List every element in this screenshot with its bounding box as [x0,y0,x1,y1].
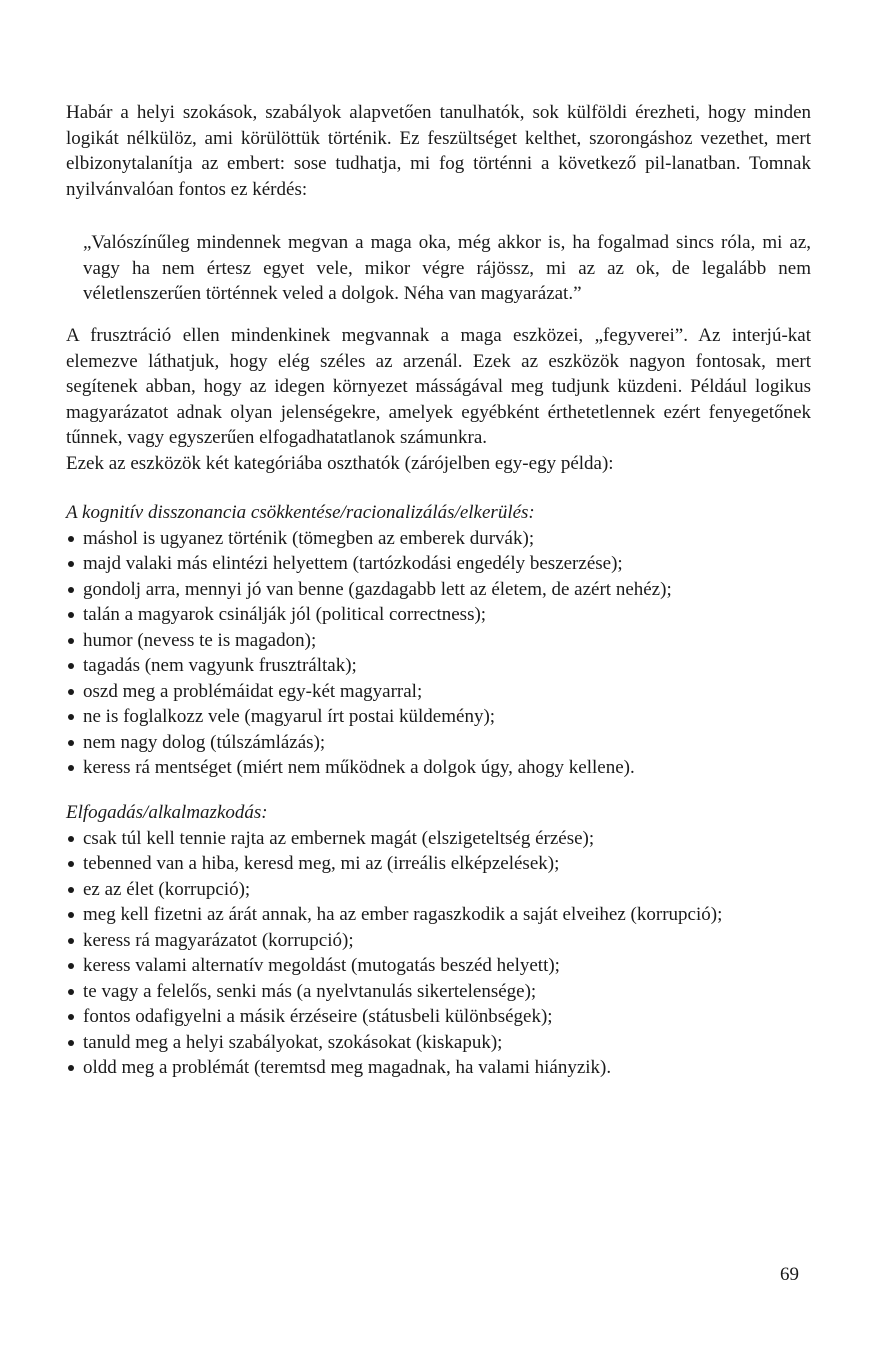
bullet-icon [68,989,74,995]
list-item-text: máshol is ugyanez történik (tömegben az emberek durvák); [83,527,535,549]
interview-quote-block [83,230,811,307]
list-item [66,1030,811,1056]
bullet-list [66,526,811,781]
bullet-icon [68,663,74,669]
categories-paragraph: Ezek az eszközök két kategóriába oszthatók (zárójelben egy-egy példa): [66,452,614,474]
bullet-icon [68,912,74,918]
bullet-icon [68,1014,74,1020]
list-item [66,704,811,730]
section-title: A kognitív disszonancia csökkentése/racionalizálás/elkerülés: [66,502,535,523]
list-item-text: humor (nevess te is magadon); [83,629,317,651]
tools-paragraph: A frusztráció ellen mindenkinek megvannak a maga eszközei, „fegyverei”. Az interjú-kat elemezve láthatjuk, hogy elég széles az arzenál. Ezek az eszközök nagyon fontosak, mert segítenek abban, hogy az idegen környezet másságával meg tudjunk küzdeni. Például logikus magyarázatot adnak olyan jelenségekre, amelyek egyébként érthetetlennek ezért fenyegetőnek tűnnek, vagy egyszerűen elfogadhatatlanok számunkra. [66,325,811,448]
list-item-text: ez az élet (korrupció); [83,878,251,900]
bullet-icon [68,765,74,771]
list-item-text: tagadás (nem vagyunk frusztráltak); [83,655,357,676]
list-item-text: tebenned van a hiba, keresd meg, mi az (irreális elképzelések); [83,853,560,874]
list-item [66,755,811,781]
list-item [66,1055,811,1081]
list-item-text: keress rá magyarázatot (korrupció); [83,929,354,951]
list-item [66,602,811,628]
intro-paragraph: Habár a helyi szokások, szabályok alapvetően tanulhatók, sok külföldi érezheti, hogy minden logikát nélkülöz, ami körülöttük történik. Ez feszültséget kelthet, szorongáshoz vezethet, mert elbizonytalanítja az embert: sose tudhatja, mi fog történni a következő pil-lanatban. Tomnak nyilvánvalóan fontos ez kérdés: [66,102,811,200]
section-acceptance [66,800,811,1081]
list-item-text: majd valaki más elintézi helyettem (tartózkodási engedély beszerzése); [83,553,623,574]
bullet-icon [68,638,74,644]
list-item-text: tanuld meg a helyi szabályokat, szokásokat (kiskapuk); [83,1031,503,1053]
bullet-icon [68,740,74,746]
body-paragraph-block [66,323,811,476]
list-item [66,551,811,577]
list-item-text: ne is foglalkozz vele (magyarul írt postai küldemény); [83,706,496,727]
list-item [66,577,811,603]
list-item [66,979,811,1005]
intro-paragraph-block [66,100,811,202]
bullet-icon [68,887,74,893]
list-item-text: keress valami alternatív megoldást (mutogatás beszéd helyett); [83,955,560,976]
list-item [66,526,811,552]
bullet-icon [68,561,74,567]
bullet-icon [68,612,74,618]
list-item [66,679,811,705]
list-item [66,1004,811,1030]
list-item-text: oszd meg a problémáidat egy-két magyarral; [83,680,423,702]
list-item [66,851,811,877]
list-item-text: gondolj arra, mennyi jó van benne (gazdagabb lett az életem, de azért nehéz); [83,578,672,600]
section-cognitive-dissonance [66,500,811,781]
bullet-icon [68,714,74,720]
bullet-icon [68,861,74,867]
bullet-icon [68,1065,74,1071]
list-item [66,953,811,979]
list-item [66,730,811,756]
list-item [66,653,811,679]
list-item-text: csak túl kell tennie rajta az embernek magát (elszigeteltség érzése); [83,827,595,849]
bullet-icon [68,689,74,695]
list-item-text: talán a magyarok csinálják jól (political correctness); [83,604,487,625]
bullet-icon [68,963,74,969]
list-item-text: oldd meg a problémát (teremtsd meg magadnak, ha valami hiányzik). [83,1057,612,1078]
list-item [66,826,811,852]
bullet-icon [68,536,74,542]
bullet-icon [68,1040,74,1046]
interview-quote: „Valószínűleg mindennek megvan a maga oka, még akkor is, ha fogalmad sincs róla, mi az, vagy ha nem értesz egyet vele, mikor végre rájössz, mi az az ok, de legalább nem véletlenszerűen történnek veled a dolgok. Néha van magyarázat.” [83,232,811,304]
bullet-list [66,826,811,1081]
list-item-text: keress rá mentséget (miért nem működnek a dolgok úgy, ahogy kellene). [83,757,635,778]
list-item-text: meg kell fizetni az árát annak, ha az ember ragaszkodik a saját elveihez (korrupció); [83,904,723,925]
list-item [66,902,811,928]
section-title: Elfogadás/alkalmazkodás: [66,802,268,823]
bullet-icon [68,836,74,842]
list-item-text: te vagy a felelős, senki más (a nyelvtanulás sikertelensége); [83,980,537,1002]
bullet-icon [68,938,74,944]
bullet-icon [68,587,74,593]
list-item [66,628,811,654]
list-item [66,877,811,903]
list-item-text: nem nagy dolog (túlszámlázás); [83,731,326,753]
list-item [66,928,811,954]
list-item-text: fontos odafigyelni a másik érzéseire (státusbeli különbségek); [83,1006,553,1027]
page-number: 69 [780,1264,799,1285]
